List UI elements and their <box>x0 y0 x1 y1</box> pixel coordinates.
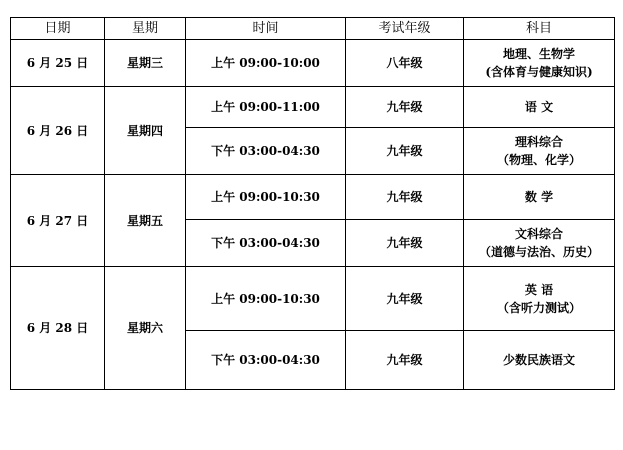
grade-cell: 九年级 <box>346 331 464 390</box>
subject-cell <box>464 175 615 220</box>
exam-schedule-table <box>10 17 615 390</box>
weekday-cell: 星期三 <box>105 40 186 87</box>
date-cell: 6 月 28 日 <box>11 267 105 390</box>
subject-line: 文科综合 <box>514 227 563 241</box>
subject-line: 英 语 <box>524 282 554 297</box>
grade-cell: 九年级 <box>346 267 464 331</box>
grade-cell: 九年级 <box>346 220 464 267</box>
header-subject: 科目 <box>464 18 615 40</box>
subject-line: 少数民族语文 <box>502 353 575 367</box>
time-cell: 上午 09:00-10:30 <box>186 175 346 220</box>
subject-cell <box>464 40 615 87</box>
grade-cell: 九年级 <box>346 175 464 220</box>
time-cell: 上午 09:00-11:00 <box>186 87 346 128</box>
grade-cell: 九年级 <box>346 128 464 175</box>
subject-note: （物理、化学） <box>496 153 581 167</box>
date-cell: 6 月 25 日 <box>11 40 105 87</box>
weekday-cell: 星期四 <box>105 87 186 175</box>
subject-note: (含体育与健康知识) <box>485 65 593 79</box>
table-header-row <box>11 18 615 40</box>
grade-cell: 八年级 <box>346 40 464 87</box>
time-cell: 上午 09:00-10:30 <box>186 267 346 331</box>
subject-note: （含听力测试） <box>496 300 581 315</box>
weekday-cell: 星期五 <box>105 175 186 267</box>
subject-cell <box>464 267 615 331</box>
header-weekday: 星期 <box>105 18 186 40</box>
time-cell: 下午 03:00-04:30 <box>186 331 346 390</box>
subject-cell <box>464 87 615 128</box>
table-row <box>11 87 615 128</box>
table-row <box>11 175 615 220</box>
header-time: 时间 <box>186 18 346 40</box>
subject-note: （道德与法治、历史） <box>478 245 599 259</box>
grade-cell: 九年级 <box>346 87 464 128</box>
subject-cell <box>464 220 615 267</box>
subject-cell <box>464 128 615 175</box>
date-cell: 6 月 26 日 <box>11 87 105 175</box>
table-row <box>11 267 615 331</box>
subject-cell <box>464 331 615 390</box>
subject-line: 数 学 <box>524 190 554 204</box>
time-cell: 下午 03:00-04:30 <box>186 220 346 267</box>
date-cell: 6 月 27 日 <box>11 175 105 267</box>
subject-line: 理科综合 <box>514 135 563 149</box>
table-row <box>11 40 615 87</box>
time-cell: 上午 09:00-10:00 <box>186 40 346 87</box>
header-grade: 考试年级 <box>346 18 464 40</box>
subject-line: 语 文 <box>524 100 554 114</box>
subject-line: 地理、生物学 <box>502 47 575 61</box>
weekday-cell: 星期六 <box>105 267 186 390</box>
header-date: 日期 <box>11 18 105 40</box>
time-cell: 下午 03:00-04:30 <box>186 128 346 175</box>
